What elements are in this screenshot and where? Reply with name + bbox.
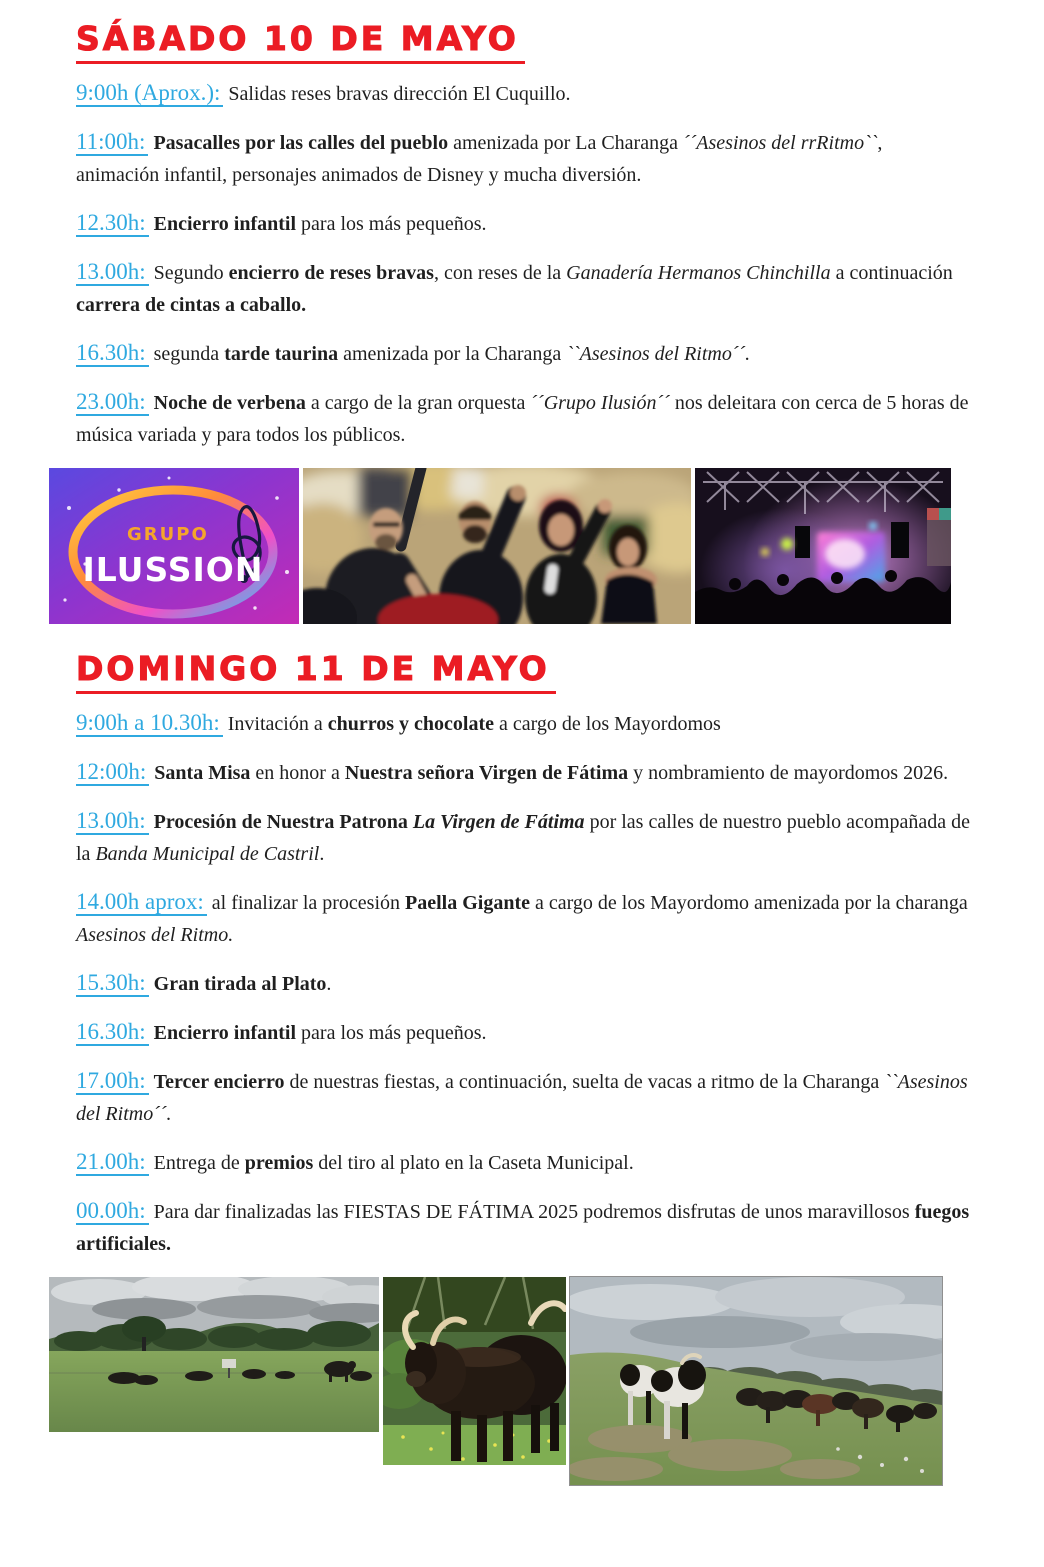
text-run: fuegos artificiales. [76,1200,970,1255]
photo-row-saturday [49,468,970,624]
text-run: Invitación a [227,712,328,735]
text-run: amenizada por la Charanga [338,342,567,365]
section-saturday [76,20,970,451]
text-run: . [326,972,332,995]
logo-grupo-text: GRUPO [127,523,209,545]
time-label: 12.30h: [76,210,149,237]
text-run: amenizada por La Charanga [448,131,683,154]
text-run: Santa Misa [154,761,251,784]
schedule-entry [76,78,970,110]
schedule-list-saturday [76,78,970,451]
text-run: ``Asesinos del Ritmo´´. [566,342,751,365]
schedule-entry [76,708,970,740]
text-run: ``Asesinos del Ritmo´´. [76,1070,968,1125]
text-run: Segundo [153,261,229,284]
text-run: Nuestra señora Virgen de Fátima [344,761,629,784]
page-title-sunday: DOMINGO 11 DE MAYO [76,650,556,694]
grupo-ilussion-logo-image [49,468,299,624]
text-run: de nuestras fiestas, a continuación, suelta de vacas a ritmo de la Charanga [284,1070,885,1093]
text-run: en honor a [250,761,345,784]
time-label: 17.00h: [76,1068,149,1095]
text-run: Banda Municipal de Castril [95,842,320,865]
text-run: y nombramiento de mayordomos 2026. [628,761,949,784]
text-run: churros y chocolate [327,712,494,735]
text-run: . [319,842,325,865]
time-label: 15.30h: [76,970,149,997]
schedule-entry [76,387,970,451]
concert-stage-photo [695,468,951,624]
text-run: a cargo de los Mayordomo amenizada por la charanga [530,891,968,914]
text-run: premios [244,1151,314,1174]
text-run: Noche de verbena [153,391,306,414]
schedule-entry [76,887,970,951]
schedule-entry [76,1147,970,1179]
text-run: al finalizar la procesión [211,891,406,914]
time-label: 21.00h: [76,1149,149,1176]
section-title-wrap [76,650,970,694]
text-run: , con reses de la [433,261,567,284]
page-title-saturday: SÁBADO 10 DE MAYO [76,20,525,64]
text-run: carrera de cintas a caballo. [76,293,307,316]
text-run: Entrega de [153,1151,245,1174]
text-run: Encierro infantil [153,212,297,235]
time-label: 16.30h: [76,340,149,367]
text-run: Encierro infantil [153,1021,297,1044]
text-run: del tiro al plato en la Caseta Municipal. [313,1151,634,1174]
text-run: Asesinos del Ritmo. [76,923,234,946]
text-run: Para dar finalizadas las FIESTAS DE FÁTIMA 2025 podremos disfrutas de unos maravillosos [153,1200,915,1223]
band-selfie-photo [303,468,691,624]
schedule-entry [76,968,970,1000]
text-run: Pasacalles por las calles del pueblo [153,131,449,154]
text-run: La Virgen de Fátima [412,810,585,833]
text-run: Paella Gigante [405,891,530,914]
time-label: 9:00h (Aprox.): [76,80,223,107]
schedule-entry [76,338,970,370]
schedule-entry [76,1066,970,1130]
time-label: 13.00h: [76,808,149,835]
schedule-entry [76,806,970,870]
text-run: a cargo de los Mayordomos [494,712,721,735]
text-run: Tercer encierro [153,1070,285,1093]
time-label: 9:00h a 10.30h: [76,710,223,737]
text-run: a cargo de la gran orquesta [305,391,531,414]
schedule-entry [76,257,970,321]
text-run: para los más pequeños. [296,1021,487,1044]
time-label: 23.00h: [76,389,149,416]
schedule-entry [76,208,970,240]
bull-closeup-photo [383,1277,566,1465]
text-run: tarde taurina [224,342,339,365]
pasture-bulls-photo [49,1277,379,1432]
time-label: 14.00h aprox: [76,889,207,916]
schedule-entry [76,1017,970,1049]
text-run: por las calles de nuestro pueblo acompañada de la [76,810,970,865]
text-run: Gran tirada al Plato [153,972,327,995]
time-label: 16.30h: [76,1019,149,1046]
text-run: , animación infantil, personajes animados de Disney y mucha diversión. [76,131,883,186]
cattle-herd-photo [570,1277,942,1485]
text-run: Procesión de Nuestra Patrona [153,810,413,833]
time-label: 11:00h: [76,129,148,156]
text-run: encierro de reses bravas [228,261,434,284]
time-label: 13.00h: [76,259,149,286]
text-run: segunda [153,342,225,365]
text-run: ´´Grupo Ilusión´´ [530,391,670,414]
text-run: Ganadería Hermanos Chinchilla [566,261,831,284]
time-label: 12:00h: [76,759,149,786]
photo-row-sunday [49,1277,970,1485]
text-run: nos deleitara con cerca de 5 horas de música variada y para todos los públicos. [76,391,969,446]
schedule-entry [76,757,970,789]
logo-ilussion-text: ILUSSION [82,549,264,589]
text-run: ´´Asesinos del rrRitmo`` [682,131,878,154]
text-run: Salidas reses bravas dirección El Cuquillo. [228,82,571,105]
schedule-list-sunday [76,708,970,1260]
section-sunday [76,650,970,1260]
time-label: 00.00h: [76,1198,149,1225]
schedule-entry [76,127,970,191]
schedule-entry [76,1196,970,1260]
text-run: a continuación [830,261,953,284]
text-run: para los más pequeños. [296,212,487,235]
section-title-wrap [76,20,970,64]
